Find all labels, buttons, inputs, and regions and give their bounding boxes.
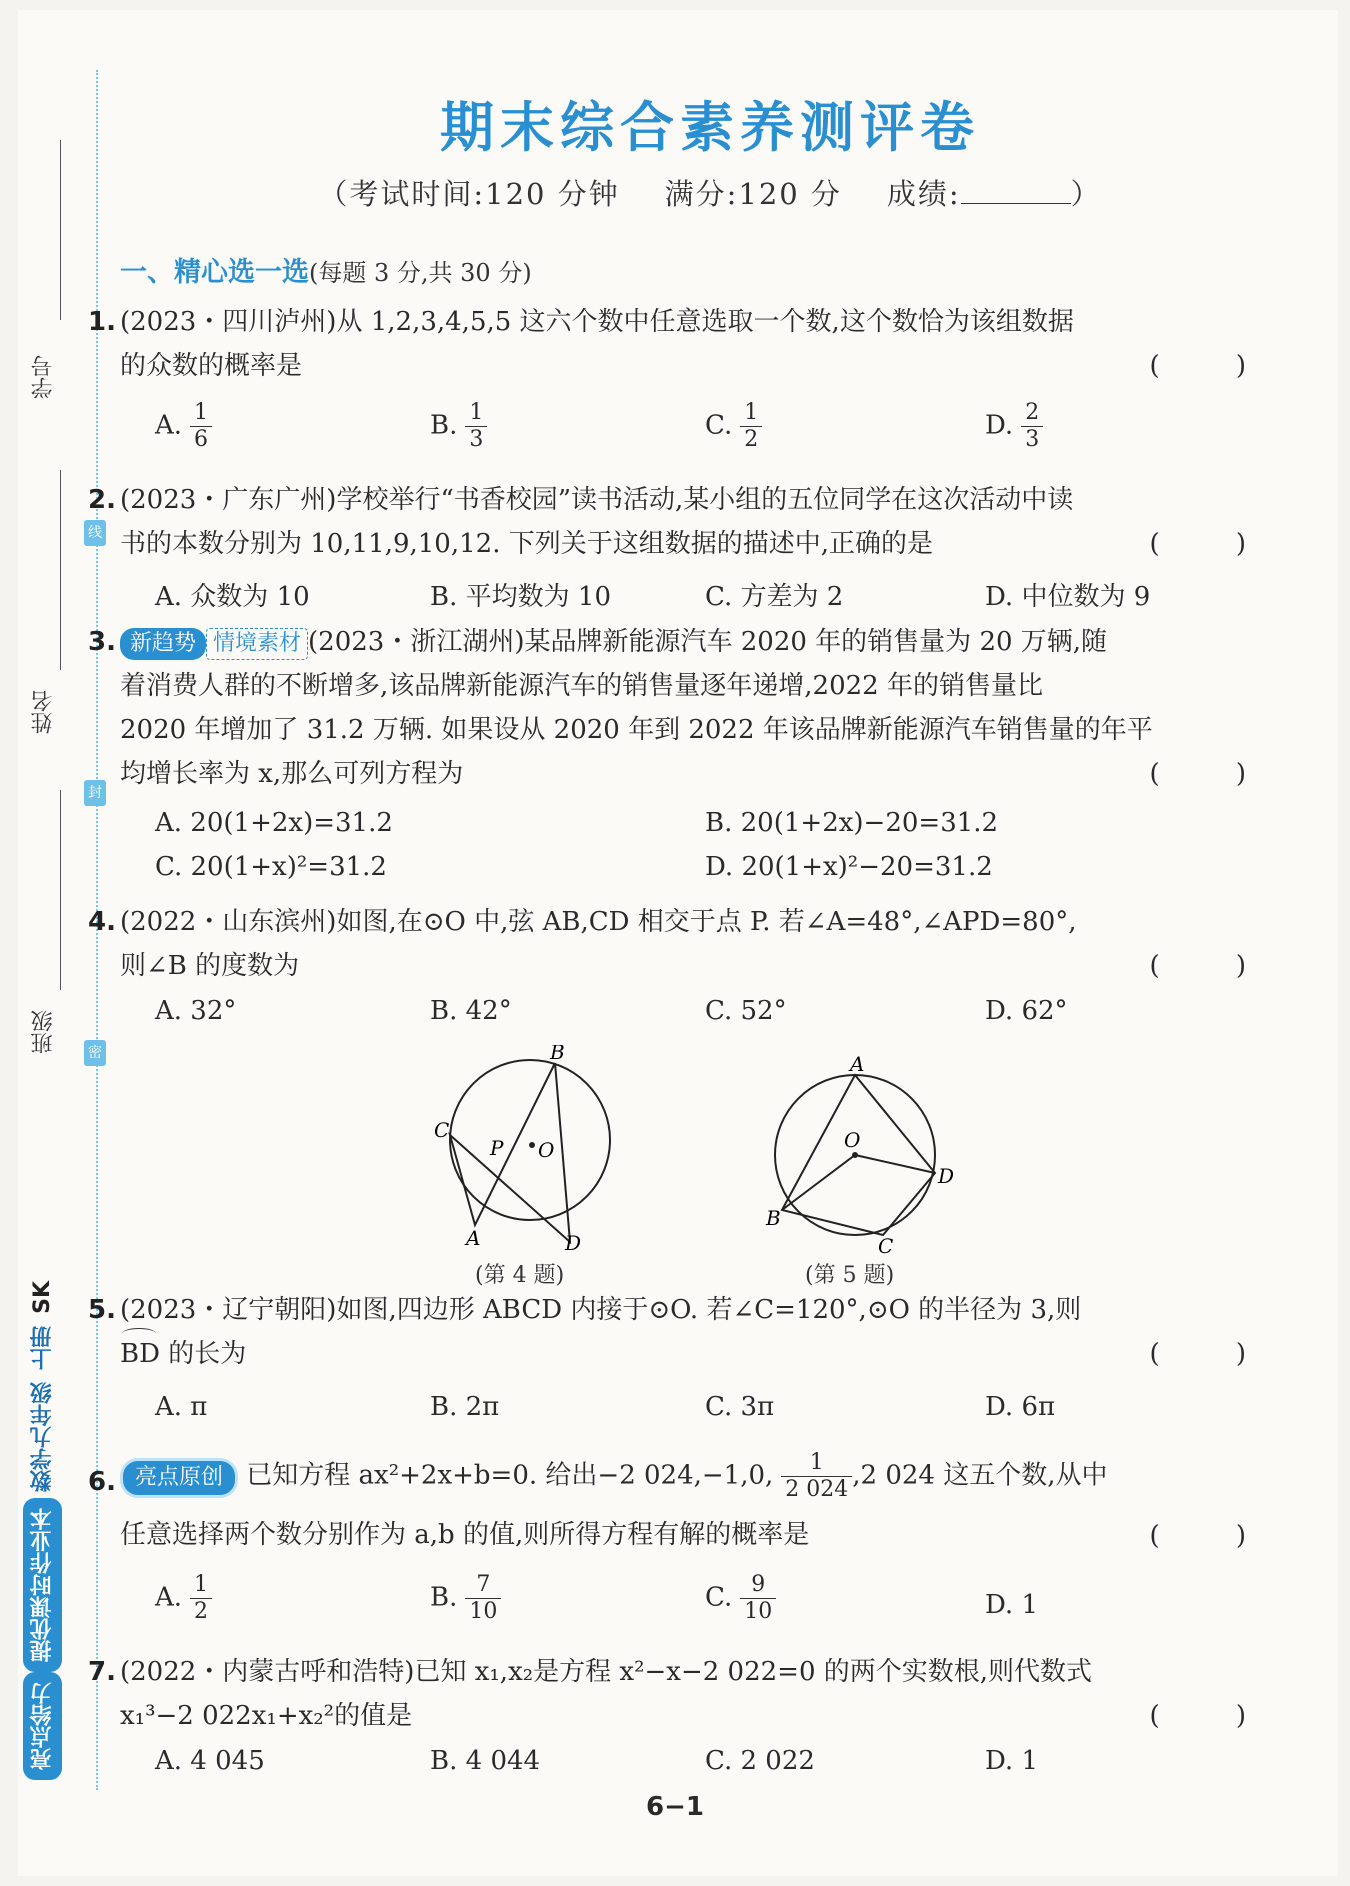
label-student-id: 学号 xyxy=(31,355,56,399)
full-score: 满分:120 分 xyxy=(664,177,842,211)
question-1: 1. (2023・四川泸州)从 1,2,3,4,5,5 这六个数中任意选取一个数,这个数恰为该组数据 的众数的概率是 ( ) xyxy=(120,300,1280,388)
answer-paren[interactable]: ( ) xyxy=(1149,351,1280,381)
figure-question-4 xyxy=(420,1045,640,1250)
answer-paren[interactable]: ( ) xyxy=(1149,951,1280,981)
cut-mark-feng: 封 xyxy=(84,780,106,806)
q4-option-a[interactable]: A. 32° xyxy=(155,996,237,1026)
class-blank-line xyxy=(60,790,61,990)
label-class: 班级 xyxy=(31,1010,56,1054)
question-2: 2. (2023・广东广州)学校举行“书香校园”读书活动,某小组的五位同学在这次活动中读 书的本数分别为 10,11,9,10,12. 下列关于这组数据的描述中,正确的是 ( ) xyxy=(120,478,1280,566)
q7-option-b[interactable]: B. 4 044 xyxy=(430,1746,541,1776)
exam-subtitle: （考试时间:120 分钟 满分:120 分 成绩: ） xyxy=(318,177,1102,211)
q6-option-a[interactable]: A. $\frac{1}{2}$ xyxy=(155,1572,212,1625)
context-tag: 情境素材 xyxy=(206,628,308,660)
cut-mark-mi: 密 xyxy=(84,1040,106,1066)
answer-paren[interactable]: ( ) xyxy=(1149,759,1280,789)
label-o: O xyxy=(844,1128,861,1152)
q1-option-d[interactable]: D. $\frac{2}{3}$ xyxy=(985,400,1043,453)
label-c: C xyxy=(878,1234,894,1255)
q6-option-d[interactable]: D. 1 xyxy=(985,1590,1038,1620)
label-name: 姓名 xyxy=(31,690,56,734)
q7-option-d[interactable]: D. 1 xyxy=(985,1746,1038,1776)
question-7: 7. (2022・内蒙古呼和浩特)已知 x₁,x₂是方程 x²−x−2 022=0 的两个实数根,则代数式 x₁³−2 022x₁+x₂²的值是 ( ) xyxy=(120,1650,1280,1738)
q5-option-b[interactable]: B. 2π xyxy=(430,1392,500,1422)
page-number: 6−1 xyxy=(646,1792,704,1822)
question-5: 5. (2023・辽宁朝阳)如图,四边形 ABCD 内接于⊙O. 若∠C=120°,⊙O 的半径为 3,则 BD 的长为 ( ) xyxy=(120,1288,1280,1376)
circle-o xyxy=(450,1060,610,1220)
q5-option-c[interactable]: C. 3π xyxy=(705,1392,775,1422)
score-blank[interactable] xyxy=(961,179,1071,204)
q4-option-c[interactable]: C. 52° xyxy=(705,996,787,1026)
q2-option-c[interactable]: C. 方差为 2 xyxy=(705,582,844,612)
book-spine-label xyxy=(22,1130,62,1780)
label-b: B xyxy=(766,1206,781,1230)
original-tag: 亮点原创 xyxy=(120,1458,238,1498)
spine-edition: SK xyxy=(29,1281,55,1314)
section-heading: 一、精心选一选(每题 3 分,共 30 分) xyxy=(120,257,532,288)
answer-paren[interactable]: ( ) xyxy=(1149,1521,1280,1551)
score-label: 成绩: xyxy=(886,177,961,211)
q2-option-a[interactable]: A. 众数为 10 xyxy=(155,582,310,612)
q1-option-b[interactable]: B. $\frac{1}{3}$ xyxy=(430,400,487,453)
answer-paren[interactable]: ( ) xyxy=(1149,1701,1280,1731)
q2-option-b[interactable]: B. 平均数为 10 xyxy=(430,582,611,612)
q5-option-a[interactable]: A. π xyxy=(155,1392,208,1422)
exam-time: （考试时间:120 分钟 xyxy=(318,177,620,211)
label-a: A xyxy=(850,1055,865,1076)
q4-option-d[interactable]: D. 62° xyxy=(985,996,1068,1026)
answer-paren[interactable]: ( ) xyxy=(1149,1339,1280,1369)
cut-mark-xian: 线 xyxy=(84,520,106,546)
center-dot xyxy=(852,1152,858,1158)
center-dot xyxy=(529,1142,535,1148)
q3-option-c[interactable]: C. 20(1+x)²=31.2 xyxy=(155,852,387,882)
exam-title: 期末综合素养测评卷 xyxy=(440,96,980,159)
q5-option-d[interactable]: D. 6π xyxy=(985,1392,1056,1422)
trend-tag: 新趋势 xyxy=(120,628,206,660)
spine-series: 提优课时作业本 xyxy=(23,1498,62,1672)
fig5-caption: (第 5 题) xyxy=(805,1263,895,1288)
question-3: 3. 新趋势 情境素材 (2023・浙江湖州)某品牌新能源汽车 2020 年的销售量为 20 万辆,随 着消费人群的不断增多,该品牌新能源汽车的销售量逐年递增,2022 年的销售量比 2020 年增加了 31.2 万辆. 如果设从 2020 年到 2022 年该品牌新能源汽车销售量的年平 均增长率为 x,那么可列方程为 ( ) xyxy=(120,620,1280,796)
q7-option-a[interactable]: A. 4 045 xyxy=(155,1746,265,1776)
spine-volume: 上册 xyxy=(29,1326,55,1370)
fig4-caption: (第 4 题) xyxy=(475,1263,565,1288)
q3-option-a[interactable]: A. 20(1+2x)=31.2 xyxy=(155,808,393,838)
question-4: 4. (2022・山东滨州)如图,在⊙O 中,弦 AB,CD 相交于点 P. 若∠A=48°,∠APD=80°, 则∠B 的度数为 ( ) xyxy=(120,900,1280,988)
q1-option-a[interactable]: A. $\frac{1}{6}$ xyxy=(155,400,212,453)
q7-option-c[interactable]: C. 2 022 xyxy=(705,1746,815,1776)
label-d: D xyxy=(938,1164,955,1188)
label-c: C xyxy=(434,1118,450,1142)
figure-question-5 xyxy=(760,1055,980,1255)
label-p: P xyxy=(490,1136,504,1160)
label-d: D xyxy=(565,1231,582,1250)
label-b: B xyxy=(550,1045,565,1064)
q4-option-b[interactable]: B. 42° xyxy=(430,996,512,1026)
q1-option-c[interactable]: C. $\frac{1}{2}$ xyxy=(705,400,762,453)
spine-grade: 数学九年级 xyxy=(29,1382,55,1492)
q6-option-b[interactable]: B. $\frac{7}{10}$ xyxy=(430,1572,501,1625)
q2-option-d[interactable]: D. 中位数为 9 xyxy=(985,582,1151,612)
label-o: O xyxy=(538,1138,555,1162)
q3-option-b[interactable]: B. 20(1+2x)−20=31.2 xyxy=(705,808,999,838)
spine-brand: 亮点给力 xyxy=(23,1672,62,1780)
q3-option-d[interactable]: D. 20(1+x)²−20=31.2 xyxy=(705,852,993,882)
id-blank-line xyxy=(60,140,61,320)
question-6: 6. 亮点原创 已知方程 ax²+2x+b=0. 给出−2 024,−1,0, $\frac{1}{2 024}$ ,2 024 这五个数,从中 任意选择两个数分别作为 a,b 的值,则所得方程有解的概率是 ( ) xyxy=(120,1450,1280,1557)
name-blank-line xyxy=(60,470,61,670)
answer-paren[interactable]: ( ) xyxy=(1149,529,1280,559)
label-a: A xyxy=(466,1226,481,1250)
q6-option-c[interactable]: C. $\frac{9}{10}$ xyxy=(705,1572,776,1625)
